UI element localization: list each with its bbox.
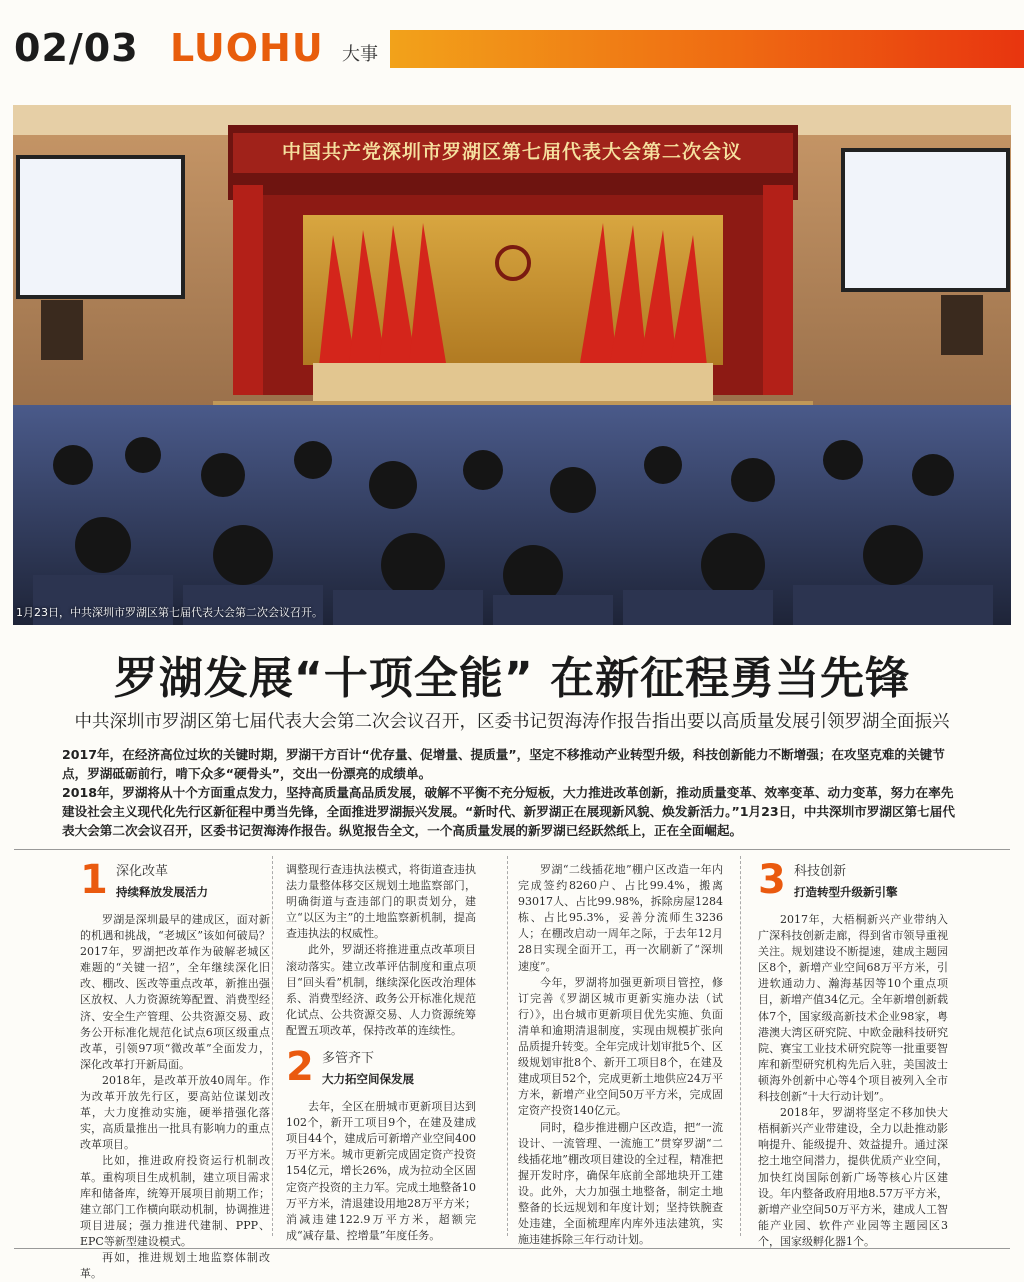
article-lead — [62, 745, 962, 840]
column-divider — [272, 856, 273, 1236]
section-label: 大事 — [342, 44, 378, 65]
paragraph: 2018年，是改革开放40周年。作为改革开放先行区，要高站位谋划改革，大力度推动实施，硬举措强化落实，高质量推出一批具有影响力的重点改革项目。 — [80, 1073, 270, 1152]
paragraph: 去年，全区在册城市更新项目达到102个，新开工项目9个，在建及建成项目44个，建成后可新增产业空间400万平方米。城市更新完成固定资产投资154亿元，增长26%，成为拉动全区固定资产投资的主力军。完成土地整备10万平方米，清退建设用地28万平方米；消减违建122.9万平方米，超额完成“减存量、控增量”年度任务。 — [286, 1100, 476, 1242]
column-divider — [740, 856, 741, 1236]
section-subtitle: 持续释放发展活力 — [116, 885, 208, 899]
section-number: 3 — [758, 857, 786, 903]
column-3 — [518, 862, 723, 1248]
page-number: 02/03 — [14, 26, 139, 70]
section-title: 深化改革 — [116, 864, 169, 879]
section-subtitle: 大力拓空间保发展 — [322, 1072, 414, 1087]
section-header — [286, 1044, 476, 1097]
section-title: 多管齐下 — [322, 1051, 375, 1067]
column-2 — [286, 862, 476, 1244]
column-1 — [80, 857, 270, 1282]
paragraph: 此外，罗湖还将推进重点改革项目滚动落实。建立改革评估制度和重点项目“回头看”机制，继续深化医改治理体系、消费型经济、政务公开标准化规范化试点、公共资源交易、人力资源统筹配置五项改革，保持改革的连续性。 — [286, 943, 476, 1037]
paragraph: 再如，推进规划土地监察体制改革。 — [80, 1250, 270, 1281]
column-divider — [507, 856, 508, 1236]
section-subtitle: 打造转型升级新引擎 — [794, 885, 898, 899]
section-title: 科技创新 — [794, 864, 847, 879]
paragraph: 调整现行查违执法模式，将街道查违执法力量整体移交区规划土地监察部门，明确街道与查违部门的职责划分，建立“以区为主”的土地监察新机制，提高查违执法的权威性。 — [286, 863, 476, 941]
conference-photo — [13, 105, 1011, 625]
section-header — [80, 857, 270, 910]
column-4 — [758, 857, 948, 1250]
lead-paragraph: 2017年，在经济高位过坎的关键时期，罗湖干方百计“优存量、促增量、提质量”，坚定不移推动产业转型升级，科技创新能力不断增强；在攻坚克难的关键节点，罗湖砥砺前行，啃下众多“硬骨头”，交出一份漂亮的成绩单。 — [62, 747, 945, 781]
section-number: 1 — [80, 857, 108, 903]
masthead — [0, 0, 1024, 92]
banner-text: 中国共产党深圳市罗湖区第七届代表大会第二次会议 — [281, 141, 742, 163]
lead-paragraph: 2018年，罗湖将从十个方面重点发力，坚持高质量高品质发展，破解不平衡不充分短板，大力推进改革创新，推动质量变革、效率变革、动力变革，努力在率先建设社会主义现代化先行区新征程中勇当先锋，全面推进罗湖振兴发展。“新时代、新罗湖正在展现新风貌、焕发新活力。”1月23日，中共深圳市罗湖区第七届代表大会第二次会议召开，区委书记贺海涛作报告。纵览报告全文，一个高质量发展的新罗湖已经跃然纸上，正在全面崛起。 — [62, 785, 955, 838]
section-header — [758, 857, 948, 910]
article-subheadline: 中共深圳市罗湖区第七届代表大会第二次会议召开，区委书记贺海涛作报告指出要以高质量发展引领罗湖全面振兴 — [74, 712, 950, 732]
paragraph: 比如，推进政府投资运行机制改革。重构项目生成机制，建立项目需求库和储备库，统筹开展项目前期工作；建立部门工作横向联动机制，协调推进项目进展；强力推进代建制、PPP、EPC等新型建设模式。 — [80, 1154, 270, 1248]
paragraph: 罗湖是深圳最早的建成区，面对新的机遇和挑战，“老城区”该如何破局？2017年，罗湖把改革作为破解老城区难题的“关键一招”，全年继续深化旧改、棚改、医改等重点改革，新推出强区放权、人力资源统筹配置、消费型经济、安全生产管理、公共资源交易、政务公开标准化规范化试点6项区级重点改革，引领97项“微改革”全面发力，深化改革打开新局面。 — [80, 913, 270, 1071]
article-headline: 罗湖发展“十项全能” 在新征程勇当先锋 — [113, 653, 911, 704]
photo-caption: 1月23日，中共深圳市罗湖区第七届代表大会第二次会议召开。 — [16, 606, 323, 619]
paragraph: 罗湖“二线插花地”棚户区改造一年内完成签约8260户、占比99.4%，搬离93017人、占比99.98%，拆除房屋1284栋、占比95.3%，妥善分流师生3236人；在棚改启动一周年之际，于去年12月28日实现全面开工，再一次刷新了“深圳速度”。 — [518, 863, 723, 973]
masthead-color-bar — [390, 30, 1024, 68]
paragraph: 同时，稳步推进棚户区改造，把“一流设计、一流管理、一流施工”贯穿罗湖“二线插花地”棚改项目建设的全过程，精准把握开发时序，确保年底前全部地块开工建设。此外，大力加强土地整备，制定土地整备的长远规划和年度计划；坚持铁腕查处违建，全面梳理库内库外违法建筑，实施违建拆除三年行动计划。 — [518, 1120, 723, 1247]
paragraph: 2018年，罗湖将坚定不移加快大梧桐新兴产业带建设，全力以赴推动影响提升、能级提升、效益提升。通过深挖土地空间潜力，提供优质产业空间，加快红岗国际创新广场等核心片区建设。年内整备政府用地8.57万平方米，新增产业空间50万平方米，建成人工智能产业园、软件产业园等主题园区3个，国家级孵化器1个。 — [758, 1106, 948, 1248]
divider — [14, 849, 1010, 850]
section-number: 2 — [286, 1044, 314, 1091]
paragraph: 2017年，大梧桐新兴产业带纳入广深科技创新走廊，得到省市领导重视关注。规划建设不断提速，建成主题园区8个，新增产业空间68万平方米，引进软通动力、瀚海基因等10个重点项目，新增产值34亿元。全年新增创新载体7个，国家级高新技术企业98家，粤港澳大湾区研究院、中欧金融科技研究院、赛宝工业技术研究院等一批重要智库和新型研究机构先后入驻，美国波士顿海外创新中心等4个项目被列入全市科技创新“十大行动计划”。 — [758, 913, 948, 1104]
brand-name: LUOHU — [170, 26, 324, 70]
paragraph: 今年，罗湖将加强更新项目管控，修订完善《罗湖区城市更新实施办法（试行）》，出台城市更新项目优先实施、负面清单和逾期清退制度，实现由规模扩张向品质提升转变。全年完成计划审批5个、区级规划审批8个、新开工项目8个，在建及建成项目52个，完成更新土地供应24万平方米，新增产业空间50万平方米，完成固定资产投资140亿元。 — [518, 975, 723, 1118]
